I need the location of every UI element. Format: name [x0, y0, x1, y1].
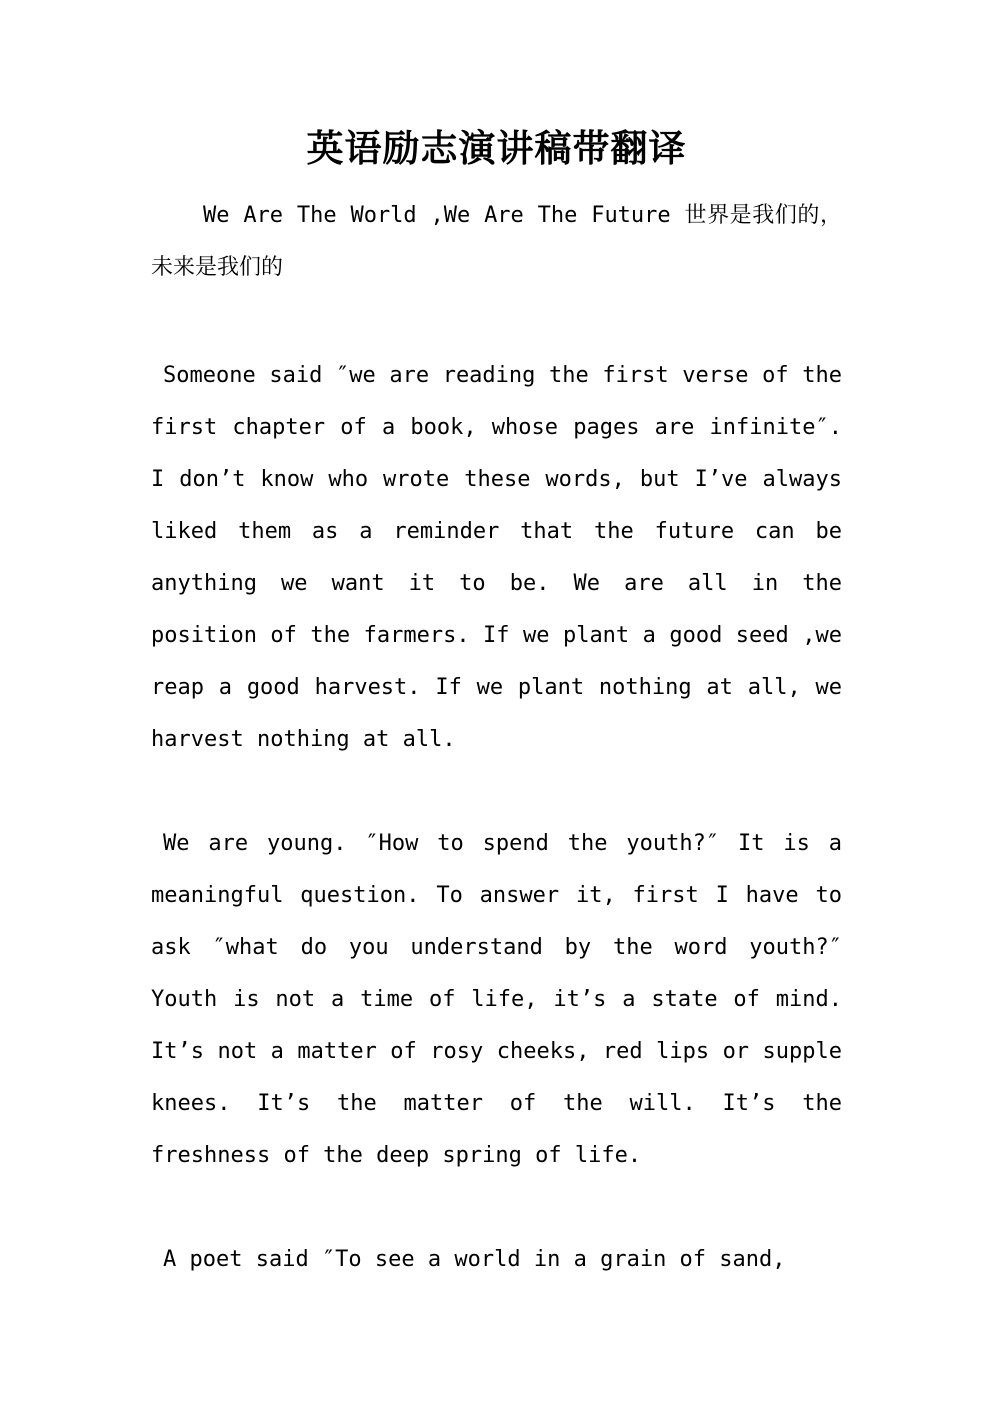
paragraph-youth: We are young. ″How to spend the youth?″ It is a meaningful question. To answer it, first I have to ask ″what do you understand by the word youth?″ Youth is not a time of life, it’s a state of mind. It’s not a matter of rosy cheeks, red lips or supple knees. It’s the matter of the will. It’s the freshness of the deep spring of life. [151, 831, 842, 1168]
paragraph-intro: We Are The World ,We Are The Future 世界是我们的，未来是我们的 [151, 203, 842, 280]
paragraph-poet: A poet said ″To see a world in a grain of sand, [163, 1247, 786, 1272]
paragraph-first-verse: Someone said ″we are reading the first verse of the first chapter of a book, whose pages are infinite″. I don’t know who wrote these words, but I’ve always liked them as a reminder that the future can be anything we want it to be. We are all in the position of the farmers. If we plant a good seed ,we reap a good harvest. If we plant nothing at all, we harvest nothing at all. [151, 363, 842, 752]
document-title: 英语励志演讲稿带翻译 [306, 126, 687, 170]
